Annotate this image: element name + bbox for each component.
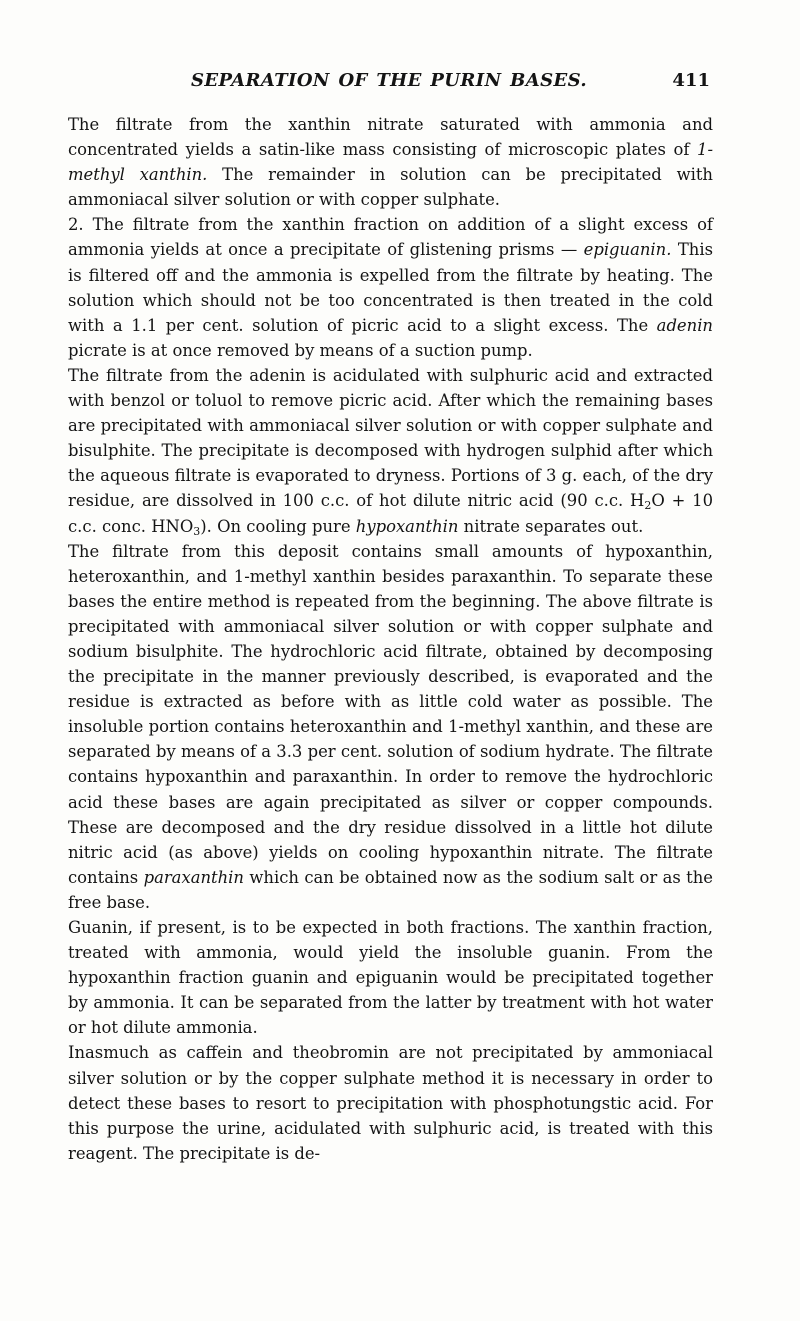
subscript: 2 <box>644 499 652 513</box>
text-run: The remainder in solution can be precipitated with ammoniacal silver solution or with copper sulphate. <box>68 165 713 210</box>
text-run: The filtrate from the xanthin nitrate saturated with ammonia and concentrated yields a satin-like mass consisting of microscopic plates of <box>68 115 713 160</box>
paragraph-4 <box>68 539 713 915</box>
text-run: nitrate separates out. <box>458 516 644 536</box>
running-head <box>68 70 710 100</box>
text-run: Guanin, if present, is to be expected in both fractions. The xanthin fraction, treated with ammonia, would yield the insoluble guanin. From the hypoxanthin fraction guanin and epiguanin would be precipitated together by ammonia. It can be separated from the latter by treatment with hot water or hot dilute ammonia. <box>68 918 713 1038</box>
italic-term-adenin: adenin <box>656 315 713 335</box>
text-run: which can be obtained now as the sodium salt or as the free base. <box>68 867 713 912</box>
italic-term-paraxanthin: paraxanthin <box>143 867 244 887</box>
text-run: ). On cooling pure <box>200 516 356 536</box>
text-run: The filtrate from the adenin is acidulated with sulphuric acid and extracted with benzol or toluol to remove picric acid. After which the remaining bases are precipitated with ammoniacal silver solution or with copper sulphate and bisulphite. The precipitate is decomposed with hydrogen sulphid after which the aqueous filtrate is evaporated to dryness. Portions of 3 g. each, of the dry residue, are dissolved in 100 c.c. of hot dilute nitric acid (90 c.c. H <box>68 365 713 511</box>
paragraph-5 <box>68 915 713 1040</box>
text-run: This is filtered off and the ammonia is expelled from the filtrate by heating. The solution which should not be too concentrated is then treated in the cold with a 1.1 per cent. solution of picric acid to a slight excess. The <box>68 240 713 335</box>
text-run: Inasmuch as caffein and theobromin are not precipitated by ammoniacal silver solution or by the copper sulphate method it is necessary in order to detect these bases to resort to precipitation with phosphotungstic acid. For this purpose the urine, acidulated with sulphuric acid, is treated with this reagent. The precipitate is de- <box>68 1043 713 1163</box>
paragraph-2 <box>68 212 713 363</box>
text-run: 2. The filtrate from the xanthin fraction on addition of a slight excess of ammonia yields at once a precipitate of glistening prisms — <box>68 215 713 260</box>
italic-term-epiguanin: epiguanin. <box>583 240 672 260</box>
running-title: SEPARATION OF THE PURIN BASES. <box>190 70 588 91</box>
italic-term-hypoxanthin: hypoxanthin <box>355 516 459 536</box>
italic-term-1-methyl-xanthin: 1-methyl xanthin. <box>68 140 713 185</box>
page-number: 411 <box>672 70 710 91</box>
text-run: The filtrate from this deposit contains small amounts of hypoxanthin, heteroxanthin, and 1-methyl xanthin besides paraxanthin. To separate these bases the entire method is repeated from the beginning. The above filtrate is precipitated with ammoniacal silver solution or with copper sulphate and sodium bisulphite. The hydrochloric acid filtrate, obtained by decomposing the precipitate in the manner previously described, is evaporated and the residue is extracted as before with as little cold water as possible. The insoluble portion contains heteroxanthin and 1-methyl xanthin, and these are separated by means of a 3.3 per cent. solution of sodium hydrate. The filtrate contains hypoxanthin and paraxanthin. In order to remove the hydrochloric acid these bases are again precipitated as silver or copper compounds. These are decomposed and the dry residue dissolved in a little hot dilute nitric acid (as above) yields on cooling hypoxanthin nitrate. The filtrate contains <box>68 541 713 887</box>
paragraph-3 <box>68 363 713 539</box>
body-text <box>68 112 713 1166</box>
text-run: O + 10 c.c. conc. HNO <box>68 491 714 536</box>
paragraph-1 <box>68 112 713 212</box>
paragraph-6 <box>68 1040 713 1165</box>
subscript: 3 <box>193 524 201 538</box>
text-run: picrate is at once removed by means of a suction pump. <box>68 340 533 360</box>
